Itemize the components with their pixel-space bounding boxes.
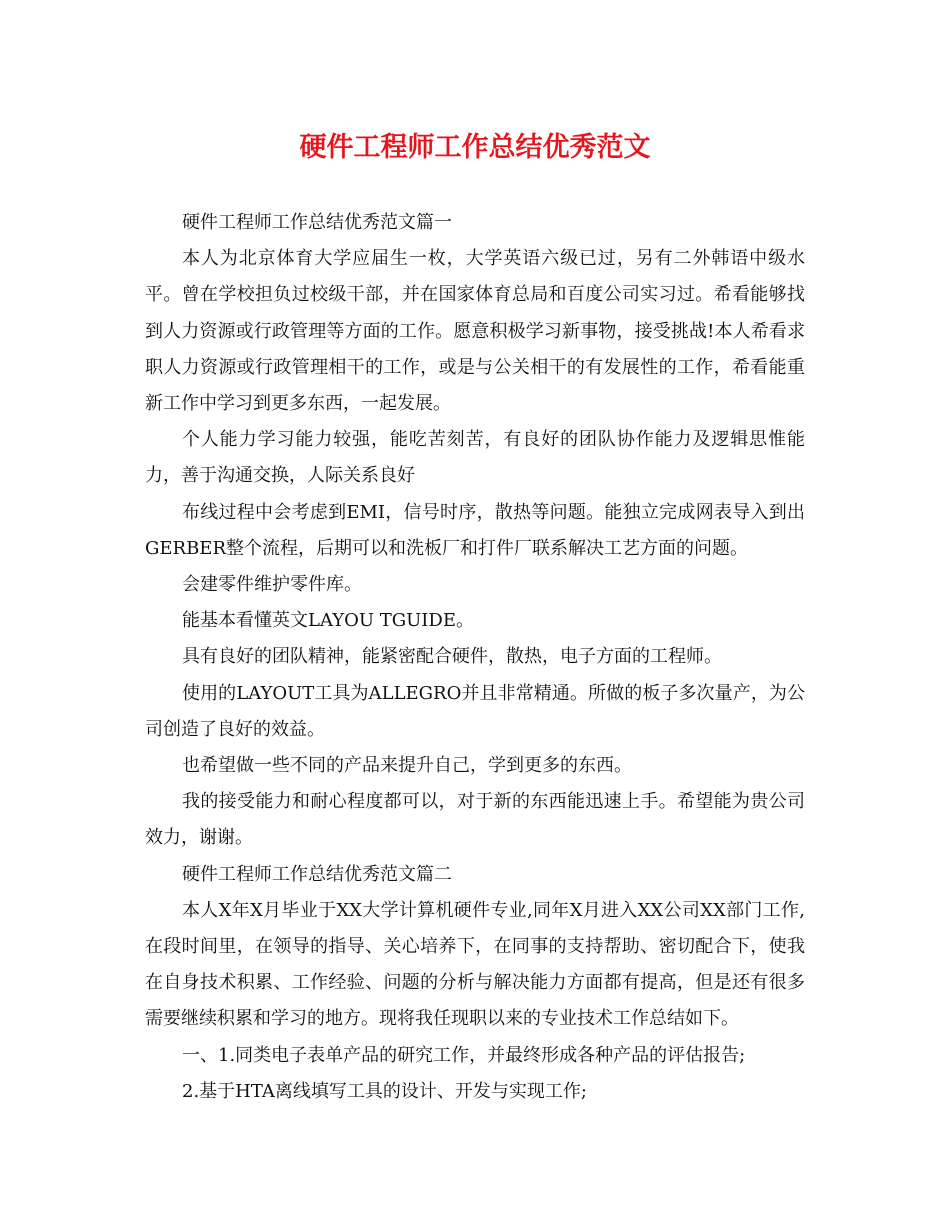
paragraph: 个人能力学习能力较强，能吃苦刻苦，有良好的团队协作能力及逻辑思惟能力，善于沟通交换，人际关系良好 xyxy=(145,429,805,487)
list-item: 一、1.同类电子表单产品的研究工作，并最终形成各种产品的评估报告; xyxy=(182,1044,746,1066)
paragraph: 我的接受能力和耐心程度都可以，对于新的东西能迅速上手。希望能为贵公司效力，谢谢。 xyxy=(145,791,805,849)
section-heading: 硬件工程师工作总结优秀范文篇二 xyxy=(182,863,452,885)
paragraph: 会建零件维护零件库。 xyxy=(182,574,362,596)
section-heading: 硬件工程师工作总结优秀范文篇一 xyxy=(182,212,452,233)
paragraph: 本人X年X月毕业于XX大学计算机硬件专业,同年X月进入XX公司XX部门工作,在段时间里，在领导的指导、关心培养下，在同事的支持帮助、密切配合下，使我在自身技术积累、工作经验、问题的分析与解决能力方面都有提高，但是还有很多需要继续积累和学习的地方。现将我任现职以来的专业技术工作总结如下。 xyxy=(145,899,805,1030)
paragraph: 也希望做一些不同的产品来提升自己，学到更多的东西。 xyxy=(182,755,632,777)
document-body xyxy=(145,205,805,1110)
paragraph: 布线过程中会考虑到EMI，信号时序，散热等问题。能独立完成网表导入到出GERBER整个流程，后期可以和洗板厂和打件厂联系解决工艺方面的问题。 xyxy=(145,501,805,559)
paragraph: 本人为北京体育大学应届生一枚，大学英语六级已过，另有二外韩语中级水平。曾在学校担负过校级干部，并在国家体育总局和百度公司实习过。希看能够找到人力资源或行政管理等方面的工作。愿意积极学习新事物，接受挑战!本人希看求职人力资源或行政管理相干的工作，或是与公关相干的有发展性的工作，希看能重新工作中学习到更多东西，一起发展。 xyxy=(145,248,805,415)
paragraph: 使用的LAYOUT工具为ALLEGRO并且非常精通。所做的板子多次量产，为公司创造了良好的效益。 xyxy=(145,682,805,740)
document-title: 硬件工程师工作总结优秀范文 xyxy=(299,132,651,163)
paragraph: 具有良好的团队精神，能紧密配合硬件，散热，电子方面的工程师。 xyxy=(182,646,722,668)
list-item: 2.基于HTA离线填写工具的设计、开发与实现工作; xyxy=(182,1080,587,1102)
paragraph: 能基本看懂英文LAYOU TGUIDE。 xyxy=(182,610,474,632)
